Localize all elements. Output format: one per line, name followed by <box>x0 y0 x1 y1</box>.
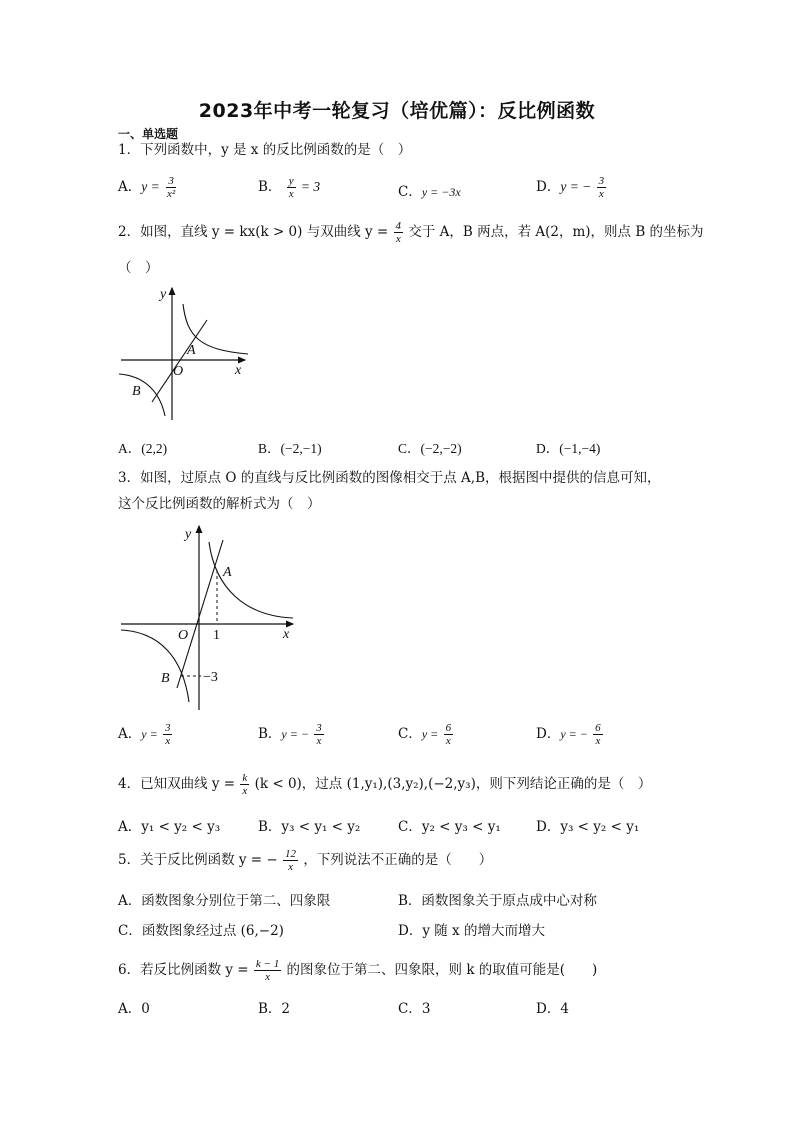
x-label: x <box>283 627 290 642</box>
q2-option-a: A．(2,2) <box>118 441 168 456</box>
q3-option-d: D．y = − $\frac{6}{x}$ <box>536 722 601 747</box>
question-1-stem: 1．下列函数中，y 是 x 的反比例函数的是（ ） <box>118 142 412 158</box>
q5-option-c: C．函数图象经过点 (6,−2) <box>118 923 284 939</box>
point-b-label: B <box>132 384 141 399</box>
tick-neg3-label: −3 <box>203 670 218 685</box>
origin-label: O <box>173 364 184 379</box>
q1-option-c: C．y = −3x <box>398 184 461 200</box>
q6-option-d: D．4 <box>536 1001 569 1017</box>
question-3-stem-line-2: 这个反比例函数的解析式为（ ） <box>118 496 321 512</box>
section-heading: 一、单选题 <box>118 127 179 141</box>
q1-option-d: D．y = − $\frac{3}{x}$ <box>536 175 605 200</box>
q4-option-d: D．y₃ < y₂ < y₁ <box>536 819 640 835</box>
x-label: x <box>235 363 242 378</box>
q3-option-c: C．y = $\frac{6}{x}$ <box>398 722 452 747</box>
q2-option-d: D．(−1,−4) <box>536 441 601 456</box>
q4-option-a: A．y₁ < y₂ < y₃ <box>118 819 221 835</box>
hyperbola-branch-1 <box>209 542 293 618</box>
q2-option-c: C．(−2,−2) <box>398 441 462 456</box>
q3-option-a: A．y = $\frac{3}{x}$ <box>118 722 171 747</box>
tick-one-label: 1 <box>213 628 220 643</box>
y-label: y <box>185 527 192 542</box>
q5-option-a: A．函数图象分别位于第二、四象限 <box>118 893 331 909</box>
q4-option-c: C．y₂ < y₃ < y₁ <box>398 819 501 835</box>
q3-option-b: B．y = − $\frac{3}{x}$ <box>258 722 322 747</box>
q4-option-b: B．y₃ < y₁ < y₂ <box>258 819 361 835</box>
question-5-stem: 5．关于反比例函数 y = − $\frac{12}{x}$ ，下列说法不正确的是（ ） <box>118 848 493 873</box>
point-a-label: A <box>187 343 196 358</box>
question-6-stem: 6．若反比例函数 y = $\frac{k - 1}{x}$ 的图象位于第二、四象限，则 k 的取值可能是( ) <box>118 958 598 983</box>
origin-label: O <box>178 628 189 643</box>
q5-option-b: B．函数图象关于原点成中心对称 <box>398 893 597 909</box>
q6-option-c: C．3 <box>398 1001 431 1017</box>
hyperbola-branch-3 <box>119 374 165 416</box>
question-2-blank: （ ） <box>118 260 159 276</box>
point-b-label: B <box>161 671 170 686</box>
question-2-stem: 2．如图，直线 y = kx(k > 0) 与双曲线 y = $\frac{4}{x}$ 交于 A，B 两点，若 A(2，m)，则点 B 的坐标为 <box>118 220 704 245</box>
question-4-stem: 4．已知双曲线 y = $\frac{k}{x}$ (k < 0)，过点 (1,y₁),(3,y₂),(−2,y₃)，则下列结论正确的是（ ） <box>118 772 652 797</box>
q2-figure <box>115 282 255 422</box>
point-a-label: A <box>223 565 232 580</box>
question-3-stem-line-1: 3．如图，过原点 O 的直线与反比例函数的图像相交于点 A,B，根据图中提供的信息可知， <box>118 470 661 486</box>
q1-option-b: B． $\frac{y}{x}$ = 3 <box>258 175 321 200</box>
y-label: y <box>160 287 167 302</box>
q1-option-a: A．y = $\frac{3}{\text{x²}}$ <box>118 175 176 200</box>
q6-option-b: B．2 <box>258 1001 291 1017</box>
line-through-origin <box>177 540 223 688</box>
line-ykx <box>152 320 207 402</box>
q3-figure <box>115 518 300 713</box>
q6-option-a: A．0 <box>118 1001 150 1017</box>
q2-option-b: B．(−2,−1) <box>258 441 322 456</box>
page-title: 2023年中考一轮复习（培优篇）：反比例函数 <box>198 100 596 122</box>
q5-option-d: D．y 随 x 的增大而增大 <box>398 923 545 939</box>
